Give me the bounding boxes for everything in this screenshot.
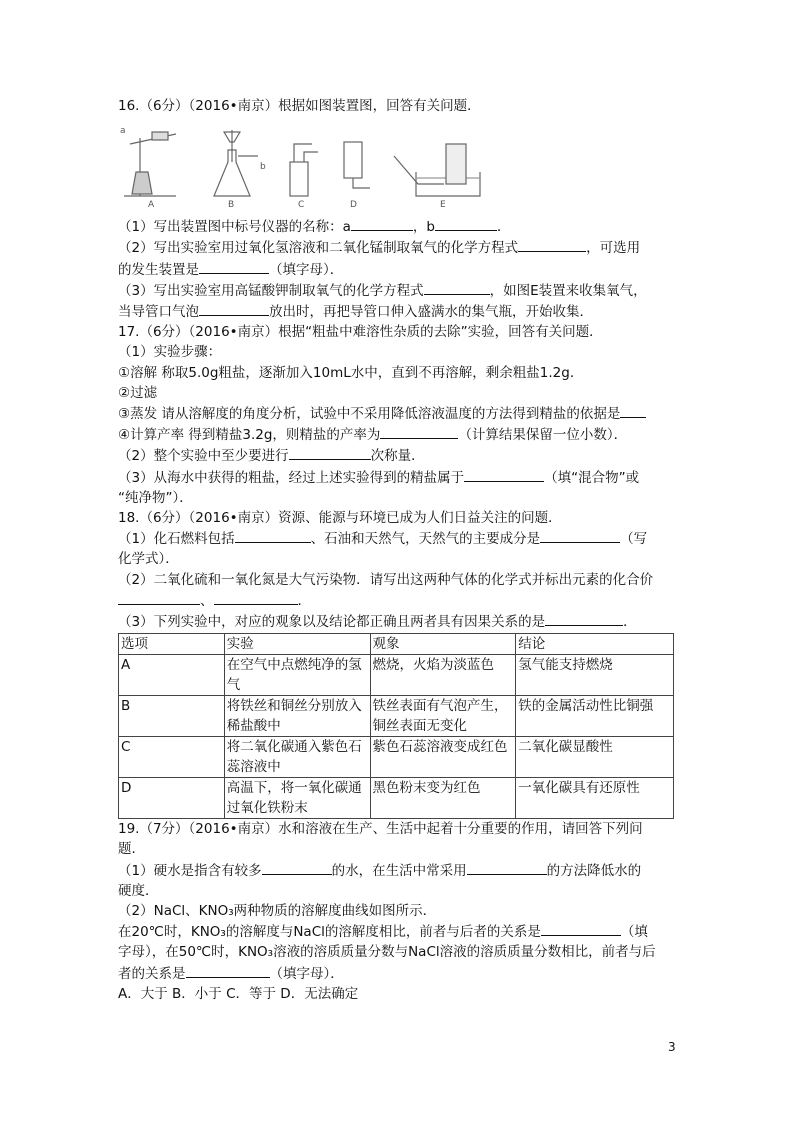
q18-heading: 18.（6分）（2016•南京）资源、能源与环境已成为人们日益关注的问题． bbox=[118, 510, 562, 527]
q19-line6: 者的关系是 （填字母）． bbox=[118, 963, 678, 984]
table-cell: B bbox=[119, 696, 225, 737]
table-header-cell: 选项 bbox=[119, 634, 225, 655]
table-header-row bbox=[119, 634, 674, 655]
table-cell: 将二氧化碳通入紫色石蕊溶液中 bbox=[224, 737, 370, 778]
q19-line5: 字母），在50℃时，KNO₃溶液的溶质质量分数与NaCl溶液的溶质质量分数相比，前者与后 bbox=[118, 944, 656, 961]
answer-blank[interactable] bbox=[186, 963, 270, 978]
label-a: a bbox=[120, 126, 126, 137]
q16-line2: （2）写出实验室用过氧化氢溶液和二氧化锰制取氧气的化学方程式 ，可选用 bbox=[118, 237, 678, 258]
q17-line3: ②过滤 bbox=[118, 384, 158, 401]
answer-blank[interactable] bbox=[262, 860, 332, 875]
q17-heading: 17.（6分）（2016•南京）根据“粗盐中难溶性杂质的去除”实验，回答有关问题． bbox=[118, 324, 603, 341]
q19-line3: （2）NaCl、KNO₃两种物质的溶解度曲线如图所示． bbox=[118, 903, 437, 920]
answer-blank[interactable] bbox=[424, 280, 490, 295]
label-B: B bbox=[228, 200, 235, 211]
question-page bbox=[118, 96, 678, 1004]
table-cell: A bbox=[119, 655, 225, 696]
q16-line3: 的发生装置是 （填字母）． bbox=[118, 259, 678, 280]
answer-blank[interactable] bbox=[199, 259, 269, 274]
table-cell: 燃烧，火焰为淡蓝色 bbox=[370, 655, 516, 696]
answer-blank[interactable] bbox=[620, 403, 646, 418]
table-cell: 高温下，将一氧化碳通过氧化铁粉末 bbox=[224, 778, 370, 819]
q19-heading: 19.（7分）（2016•南京）水和溶液在生产、生活中起着十分重要的作用，请回答下列问 bbox=[118, 821, 643, 838]
table-row bbox=[119, 655, 674, 696]
q16-line4: （3）写出实验室用高锰酸钾制取氧气的化学方程式 ，如图E装置来收集氧气， bbox=[118, 280, 678, 301]
q18-line3: （2）二氧化硫和一氧化氮是大气污染物．请写出这两种气体的化学式并标出元素的化合价 bbox=[118, 571, 654, 588]
q19-heading-cont: 题． bbox=[118, 841, 145, 858]
answer-blank[interactable] bbox=[435, 216, 497, 231]
table-row bbox=[119, 696, 674, 737]
label-D: D bbox=[350, 200, 357, 211]
experiment-table bbox=[118, 633, 674, 819]
table-row bbox=[119, 737, 674, 778]
answer-blank[interactable] bbox=[541, 921, 621, 936]
label-E: E bbox=[440, 200, 446, 211]
q19-line2: 硬度． bbox=[118, 882, 159, 899]
q19-line1: （1）硬水是指含有较多 的水，在生活中常采用 的方法降低水的 bbox=[118, 860, 678, 881]
q19-line4: 在20℃时，KNO₃的溶解度与NaCl的溶解度相比，前者与后者的关系是 （填 bbox=[118, 921, 678, 942]
apparatus-figure bbox=[118, 122, 498, 212]
table-cell: 紫色石蕊溶液变成红色 bbox=[370, 737, 516, 778]
answer-blank[interactable] bbox=[118, 590, 200, 605]
table-cell: 铁的金属活动性比铜强 bbox=[516, 696, 674, 737]
answer-blank[interactable] bbox=[235, 528, 311, 543]
q17-line4: ③蒸发 请从溶解度的角度分析，试验中不采用降低溶液温度的方法得到精盐的依据是 bbox=[118, 403, 678, 424]
answer-blank[interactable] bbox=[518, 237, 586, 252]
lab-apparatus-drawing bbox=[118, 122, 498, 212]
q19-options: A．大于 B．小于 C．等于 D．无法确定 bbox=[118, 985, 359, 1002]
q17-line5: ④计算产率 得到精盐3.2g，则精盐的产率为 （计算结果保留一位小数）． bbox=[118, 424, 678, 445]
q18-line4: 、 ． bbox=[118, 590, 678, 611]
table-cell: D bbox=[119, 778, 225, 819]
answer-blank[interactable] bbox=[467, 860, 547, 875]
label-b: b bbox=[260, 162, 266, 173]
table-row bbox=[119, 778, 674, 819]
table-cell: 将铁丝和铜丝分别放入稀盐酸中 bbox=[224, 696, 370, 737]
table-header-cell: 实验 bbox=[224, 634, 370, 655]
table-cell: 氢气能支持燃烧 bbox=[516, 655, 674, 696]
q16-line1: （1）写出装置图中标号仪器的名称：a ，b ． bbox=[118, 216, 678, 237]
answer-blank[interactable] bbox=[199, 301, 269, 316]
answer-blank[interactable] bbox=[380, 424, 458, 439]
table-cell: 黑色粉末变为红色 bbox=[370, 778, 516, 819]
q18-line2: 化学式）． bbox=[118, 551, 179, 568]
q18-line5: （3）下列实验中，对应的观象以及结论都正确且两者具有因果关系的是 ． bbox=[118, 611, 678, 632]
table-cell: C bbox=[119, 737, 225, 778]
q17-line8: “纯净物”）． bbox=[118, 489, 193, 506]
table-header-cell: 结论 bbox=[516, 634, 674, 655]
table-cell: 铁丝表面有气泡产生，铜丝表面无变化 bbox=[370, 696, 516, 737]
q16-line5: 当导管口气泡 放出时，再把导管口伸入盛满水的集气瓶，开始收集． bbox=[118, 301, 678, 322]
answer-blank[interactable] bbox=[214, 590, 298, 605]
answer-blank[interactable] bbox=[289, 445, 371, 460]
answer-blank[interactable] bbox=[545, 611, 623, 626]
q16-heading: 16.（6分）（2016•南京）根据如图装置图，回答有关问题． bbox=[118, 98, 481, 114]
table-cell: 二氧化碳显酸性 bbox=[516, 737, 674, 778]
page-number: 3 bbox=[668, 1040, 676, 1054]
q18-line1: （1）化石燃料包括 、石油和天然气，天然气的主要成分是 （写 bbox=[118, 528, 678, 549]
answer-blank[interactable] bbox=[540, 528, 620, 543]
answer-blank[interactable] bbox=[351, 216, 413, 231]
answer-blank[interactable] bbox=[464, 467, 544, 482]
table-cell: 在空气中点燃纯净的氢气 bbox=[224, 655, 370, 696]
q17-line6: （2）整个实验中至少要进行 次称量． bbox=[118, 445, 678, 466]
table-header-cell: 观象 bbox=[370, 634, 516, 655]
q17-line2: ①溶解 称取5.0g粗盐，逐渐加入10mL水中，直到不再溶解，剩余粗盐1.2g． bbox=[118, 364, 584, 381]
q17-line1: （1）实验步骤： bbox=[118, 344, 222, 361]
table-cell: 一氧化碳具有还原性 bbox=[516, 778, 674, 819]
q17-line7: （3）从海水中获得的粗盐，经过上述实验得到的精盐属于 （填“混合物”或 bbox=[118, 467, 678, 488]
label-C: C bbox=[298, 200, 305, 211]
label-A: A bbox=[148, 200, 155, 211]
